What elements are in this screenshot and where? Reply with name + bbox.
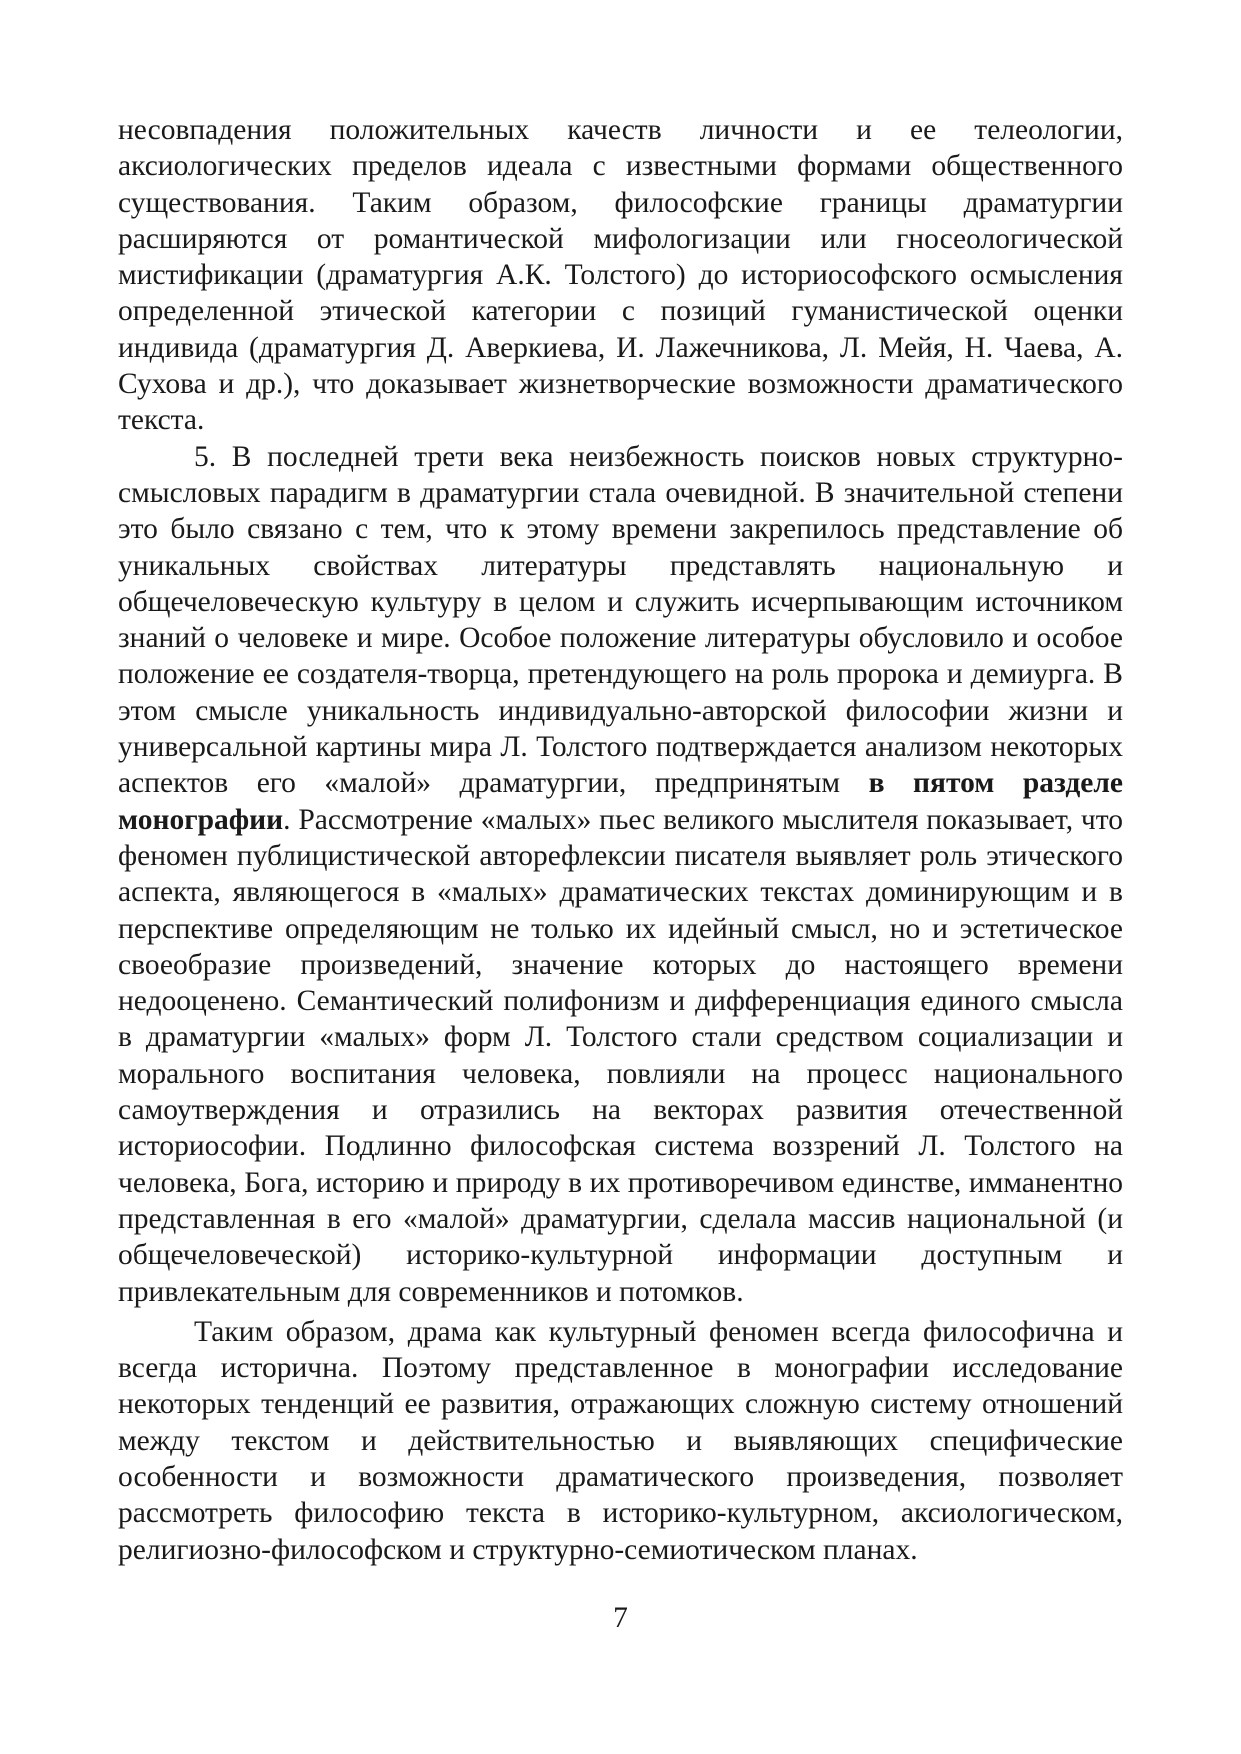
bold-phrase: в пятом разделе монографии — [118, 767, 1123, 836]
paragraph-continuation: несовпадения положительных качеств личности и ее телеологии, аксиологических пределов идеала с известными формами общественного существования. Таким образом, философские границы драматургии расширяются от романтической мифологизации или гносеологической мистификации (драматургия А.К. Толстого) до историософского осмысления определенной этической категории с позиций гуманистической оценки индивида (драматургия Д. Аверкиева, И. Лажечникова, Л. Мейя, Н. Чаева, А. Сухова и др.), что доказывает жизнетворческие возможности драматического текста. — [118, 114, 1123, 437]
page-body — [118, 112, 1123, 1568]
paragraph-section-five — [118, 439, 1123, 1310]
paragraph-text-after-bold: . Рассмотрение «малых» пьес великого мыслителя показывает, что феномен публицистической авторефлексии писателя выявляет роль этического аспекта, являющегося в «малых» драматических текстах доминирующим и в перспективе определяющим не только их идейный смысл, но и эстетическое своеобразие произведений, значение которых до настоящего времени недооценено. Семантический полифонизм и дифференциация единого смысла в драматургии «малых» форм Л. Толстого стали средством социализации и морального воспитания человека, повлияли на процесс национального самоутверждения и отразились на векторах развития отечественной историософии. Подлинно философская система воззрений Л. Толстого на человека, Бога, историю и природу в их противоречивом единстве, имманентно представленная в его «малой» драматургии, сделала массив национальной (и общечеловеческой) историко-культурной информации доступным и привлекательным для современников и потомков. — [118, 803, 1123, 1308]
page-number: 7 — [613, 1602, 628, 1634]
paragraph-text-before-bold: 5. В последней трети века неизбежность поисков новых структурно-смысловых парадигм в драматургии стала очевидной. В значительной степени это было связано с тем, что к этому времени закрепилось представление об уникальных свойствах литературы представлять национальную и общечеловеческую культуру в целом и служить исчерпывающим источником знаний о человеке и мире. Особое положение литературы обусловило и особое положение ее создателя-творца, претендующего на роль пророка и демиурга. В этом смысле уникальность индивидуально-авторской философии жизни и универсальной картины мира Л. Толстого подтверждается анализом некоторых аспектов его «малой» драматургии, предпринятым — [118, 440, 1123, 800]
paragraph-conclusion: Таким образом, драма как культурный феномен всегда философична и всегда исторична. Поэтому представленное в монографии исследование некоторых тенденций ее развития, отражающих сложную систему отношений между текстом и действительностью и выявляющих специфические особенности и возможности драматического произведения, позволяет рассмотреть философию текста в историко-культурном, аксиологическом, религиозно-философском и структурно-семиотическом планах. — [118, 1315, 1123, 1566]
